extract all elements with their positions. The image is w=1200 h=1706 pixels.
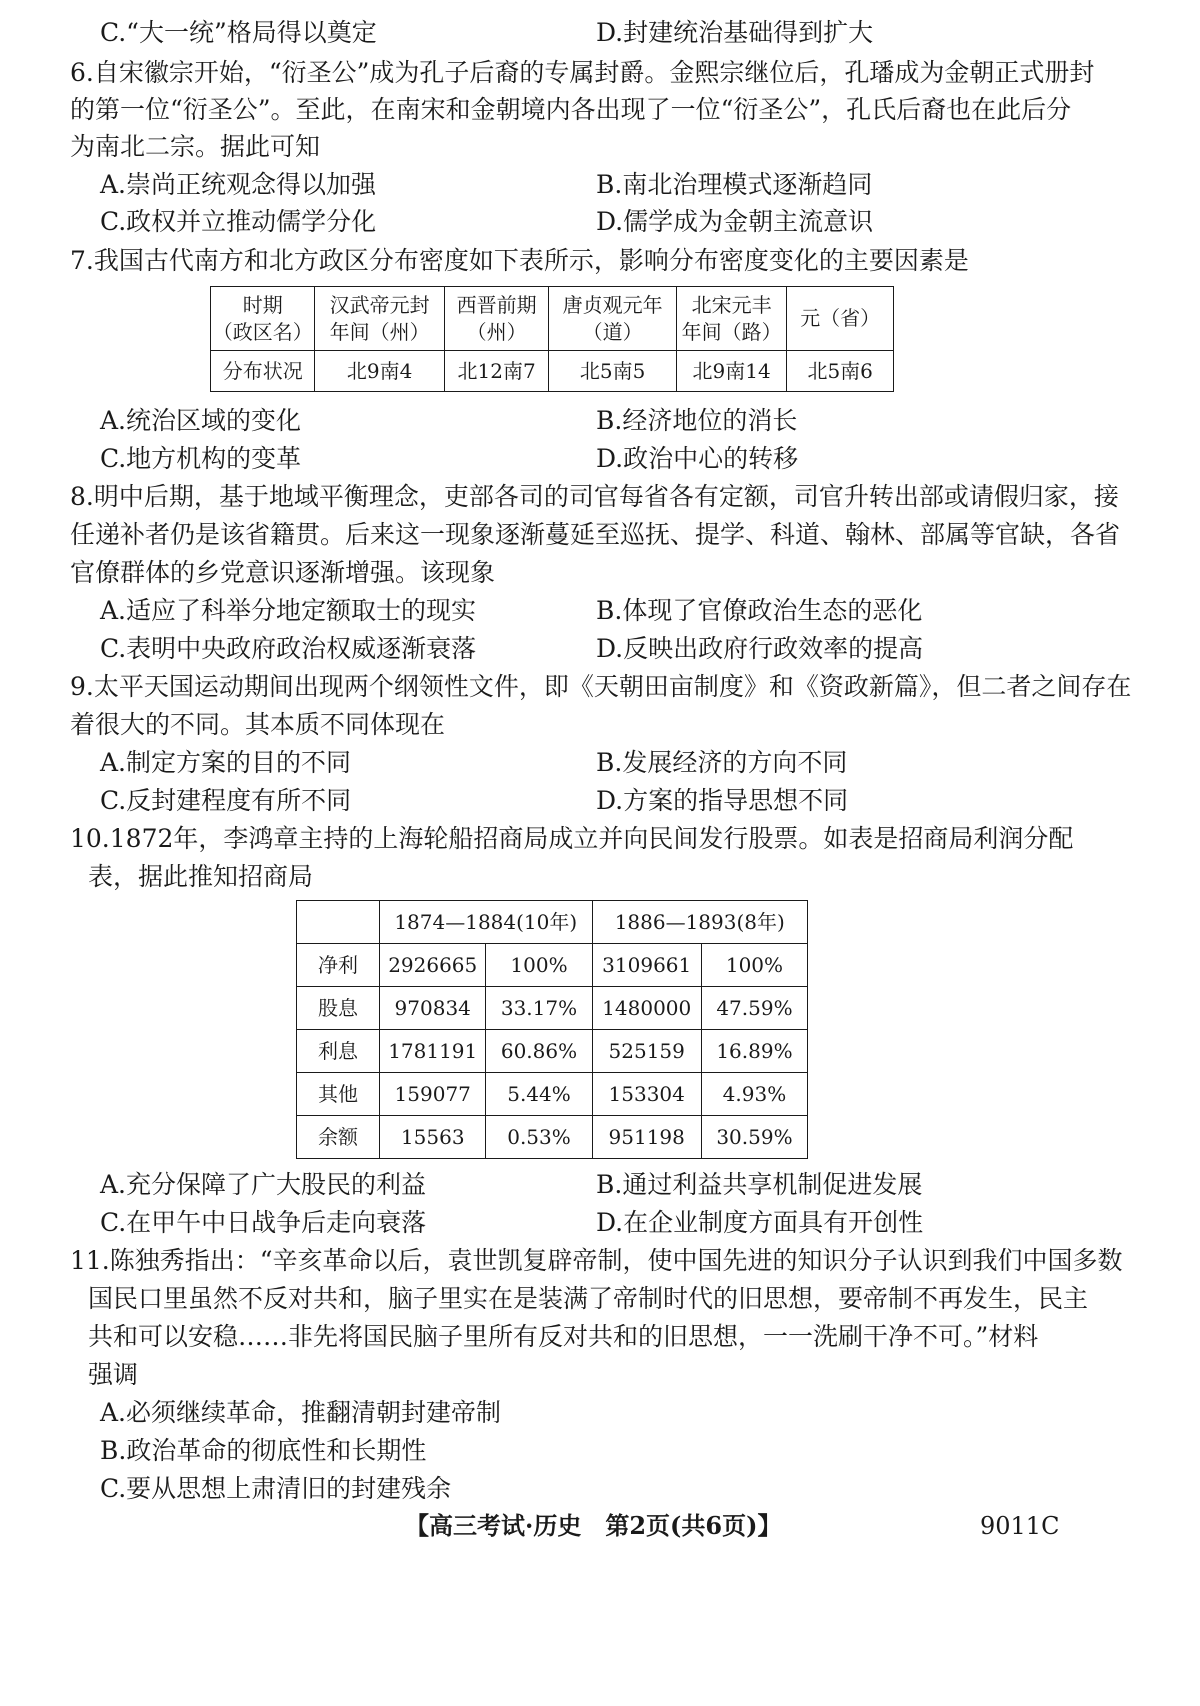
q10-profit-table: [296, 900, 808, 1159]
q10-header-period-2: 1886—1893(8年): [592, 901, 807, 944]
q9-option-a: A.制定方案的目的不同: [100, 748, 352, 777]
q11-stem-line-1: 11.陈独秀指出：“辛亥革命以后，袁世凯复辟帝制，使中国先进的知识分子认识到我们中国多数: [70, 1246, 1123, 1275]
q8-stem-line-1: 8.明中后期，基于地域平衡理念，吏部各司的司官每省各有定额，司官升转出部或请假归家，接: [70, 482, 1119, 511]
q9-option-d: D.方案的指导思想不同: [596, 786, 849, 815]
q7-cell: 北5南6: [787, 351, 894, 392]
q10-cell: 60.86%: [486, 1030, 592, 1073]
q7-header-song: [676, 287, 787, 351]
table-header-text: 年间（州）: [329, 319, 430, 344]
q8-option-b: B.体现了官僚政治生态的恶化: [596, 596, 923, 625]
q10-row-label: 余额: [297, 1116, 380, 1159]
q7-option-c: C.地方机构的变革: [100, 444, 302, 473]
q10-row-label: 其他: [297, 1073, 380, 1116]
q11-option-c: C.要从思想上肃清旧的封建残余: [100, 1474, 452, 1503]
q6-option-d: D.儒学成为金朝主流意识: [596, 207, 874, 236]
q10-cell: 970834: [380, 987, 486, 1030]
q10-cell: 153304: [592, 1073, 701, 1116]
q9-stem-line-2: 着很大的不同。其本质不同体现在: [70, 710, 446, 739]
q7-cell: 北12南7: [444, 351, 549, 392]
q6-stem-line-2: 的第一位“衍圣公”。至此，在南宋和金朝境内各出现了一位“衍圣公”，孔氏后裔也在此后分: [70, 95, 1072, 124]
q10-cell: 5.44%: [486, 1073, 592, 1116]
q10-cell: 1781191: [380, 1030, 486, 1073]
q5-option-c: C.“大一统”格局得以奠定: [100, 18, 377, 47]
q10-cell: 33.17%: [486, 987, 592, 1030]
table-header-text: 西晋前期: [456, 292, 537, 317]
table-header-text: 元（省）: [800, 306, 881, 330]
q9-option-c: C.反封建程度有所不同: [100, 786, 352, 815]
q10-cell: 47.59%: [701, 987, 807, 1030]
q9-option-b: B.发展经济的方向不同: [596, 748, 848, 777]
q10-row-label: 净利: [297, 944, 380, 987]
q7-cell: 北9南4: [315, 351, 444, 392]
q6-stem-line-1: 6.自宋徽宗开始，“衍圣公”成为孔子后裔的专属封爵。金熙宗继位后，孔璠成为金朝正式册封: [70, 58, 1095, 87]
q10-header-period-1: 1874—1884(10年): [380, 901, 593, 944]
q7-row-label: 分布状况: [211, 351, 315, 392]
exam-code: 9011C: [980, 1512, 1060, 1540]
table-header-text: 时期: [242, 292, 283, 317]
table-header-text: （州）: [466, 319, 527, 344]
q8-option-c: C.表明中央政府政治权威逐渐衰落: [100, 634, 477, 663]
q10-stem-line-1: 10.1872年，李鸿章主持的上海轮船招商局成立并向民间发行股票。如表是招商局利润分配: [70, 824, 1074, 853]
q7-table: [210, 286, 894, 392]
q10-option-d: D.在企业制度方面具有开创性: [596, 1208, 924, 1237]
q10-cell: 4.93%: [701, 1073, 807, 1116]
q10-cell: 3109661: [592, 944, 701, 987]
table-header-text: （道）: [582, 319, 643, 344]
q10-stem-line-2: 表，据此推知招商局: [88, 862, 314, 891]
table-header-text: 北宋元丰: [691, 292, 772, 317]
q7-header-jin: [444, 287, 549, 351]
q10-cell: 2926665: [380, 944, 486, 987]
q10-cell: 951198: [592, 1116, 701, 1159]
q7-header-han: [315, 287, 444, 351]
q10-option-a: A.充分保障了广大股民的利益: [100, 1170, 427, 1199]
q10-row-label: 利息: [297, 1030, 380, 1073]
q7-header-tang: [549, 287, 676, 351]
q10-cell: 100%: [701, 944, 807, 987]
q7-stem: 7.我国古代南方和北方政区分布密度如下表所示，影响分布密度变化的主要因素是: [70, 246, 969, 275]
q10-cell: 15563: [380, 1116, 486, 1159]
q9-stem-line-1: 9.太平天国运动期间出现两个纲领性文件，即《天朝田亩制度》和《资政新篇》，但二者之间存在: [70, 672, 1132, 701]
q6-option-c: C.政权并立推动儒学分化: [100, 207, 377, 236]
q6-stem-line-3: 为南北二宗。据此可知: [70, 132, 321, 161]
table-header-text: 年间（路）: [681, 319, 782, 344]
q7-cell: 北5南5: [549, 351, 676, 392]
q11-option-b: B.政治革命的彻底性和长期性: [100, 1436, 427, 1465]
q10-row-label: 股息: [297, 987, 380, 1030]
q7-cell: 北9南14: [676, 351, 787, 392]
q10-option-c: C.在甲午中日战争后走向衰落: [100, 1208, 427, 1237]
q7-option-d: D.政治中心的转移: [596, 444, 799, 473]
page-footer: 【高三考试·历史 第2页(共6页)】: [405, 1511, 782, 1540]
q7-option-a: A.统治区域的变化: [100, 406, 302, 435]
q11-stem-line-2: 国民口里虽然不反对共和，脑子里实在是装满了帝制时代的旧思想，要帝制不再发生，民主: [88, 1284, 1089, 1313]
q11-stem-line-3: 共和可以安稳……非先将国民脑子里所有反对共和的旧思想，一一洗刷干净不可。”材料: [88, 1322, 1039, 1351]
q10-cell: 159077: [380, 1073, 486, 1116]
q8-option-d: D.反映出政府行政效率的提高: [596, 634, 924, 663]
q8-stem-line-3: 官僚群体的乡党意识逐渐增强。该现象: [70, 558, 496, 587]
q10-option-b: B.通过利益共享机制促进发展: [596, 1170, 923, 1199]
q10-cell: 0.53%: [486, 1116, 592, 1159]
q11-stem-line-4: 强调: [88, 1360, 139, 1389]
q6-option-a: A.崇尚正统观念得以加强: [100, 170, 377, 199]
q10-cell: 16.89%: [701, 1030, 807, 1073]
q10-cell: 1480000: [592, 987, 701, 1030]
q11-option-a: A.必须继续革命，推翻清朝封建帝制: [100, 1398, 502, 1427]
table-header-text: （政区名）: [212, 319, 313, 344]
q10-cell: 30.59%: [701, 1116, 807, 1159]
q8-stem-line-2: 任递补者仍是该省籍贯。后来这一现象逐渐蔓延至巡抚、提学、科道、翰林、部属等官缺，各省: [70, 520, 1121, 549]
q10-header-empty: [297, 901, 380, 944]
q7-header-yuan: [787, 287, 894, 351]
q10-cell: 100%: [486, 944, 592, 987]
q10-cell: 525159: [592, 1030, 701, 1073]
q7-header-period: [211, 287, 315, 351]
table-header-text: 汉武帝元封: [329, 292, 430, 317]
q7-option-b: B.经济地位的消长: [596, 406, 798, 435]
q6-option-b: B.南北治理模式逐渐趋同: [596, 170, 873, 199]
table-header-text: 唐贞观元年: [562, 292, 663, 317]
q8-option-a: A.适应了科举分地定额取士的现实: [100, 596, 477, 625]
q5-option-d: D.封建统治基础得到扩大: [596, 18, 874, 47]
